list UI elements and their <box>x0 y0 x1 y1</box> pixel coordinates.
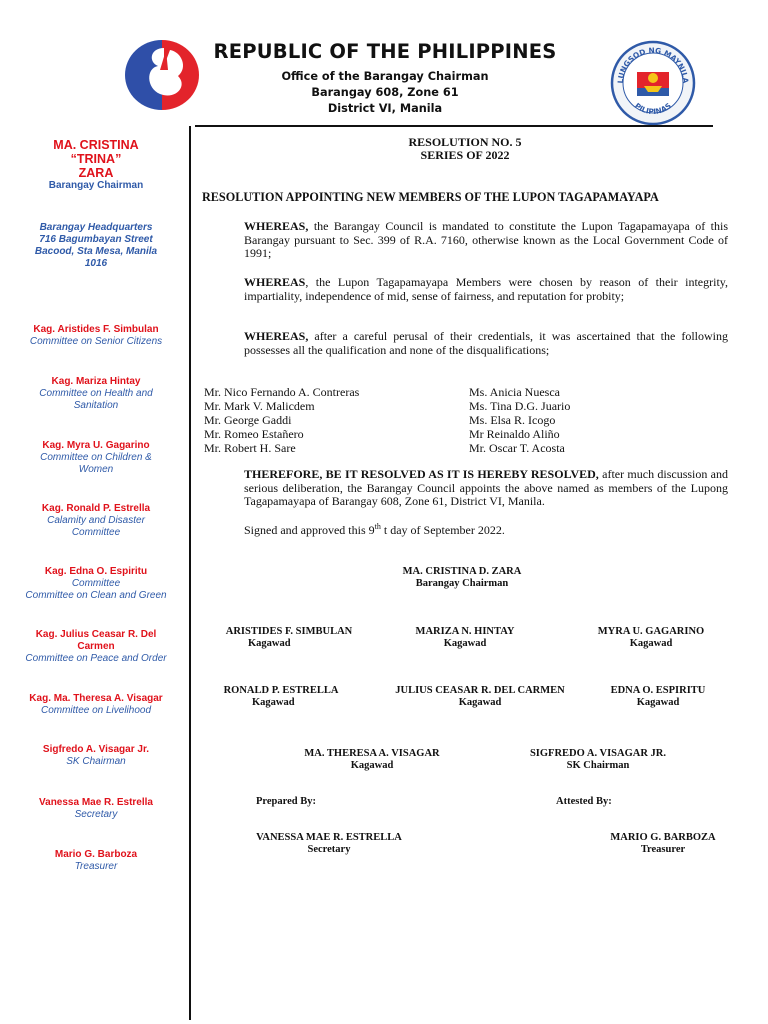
member-name: Kag. Julius Ceasar R. Del <box>35 629 157 640</box>
member-role: SK Chairman <box>66 756 126 767</box>
list-item: Ms. Anicia Nuesca <box>469 385 560 399</box>
member-role: Committee on Peace and Order <box>25 653 167 664</box>
list-item: Mr. Robert H. Sare <box>204 441 296 455</box>
whereas-3 <box>244 330 728 357</box>
signed-date-sup: th <box>374 522 381 531</box>
resolution-series: SERIES OF 2022 <box>420 148 510 162</box>
signatory-name: MARIO G. BARBOZA <box>610 832 716 843</box>
seal-text-bottom: PILIPINAS <box>633 101 673 117</box>
signed-date-post: t day of September 2022. <box>380 523 505 537</box>
signed-date-pre: Signed and approved this 9 <box>244 523 375 537</box>
list-item: Mr. Nico Fernando A. Contreras <box>204 385 360 399</box>
member-role: Committee on Children & <box>40 452 152 463</box>
header-barangay: Barangay 608, Zone 61 <box>311 86 459 99</box>
whereas-3-lead: WHEREAS, <box>244 329 309 343</box>
signatory-role: Kagawad <box>248 638 291 649</box>
sidebar-member <box>10 744 182 768</box>
signatory-role: SK Chairman <box>566 760 630 771</box>
signatory-role: Treasurer <box>640 844 686 855</box>
chairman-name-line2: “TRINA” <box>70 152 122 166</box>
member-name: Vanessa Mae R. Estrella <box>39 797 153 808</box>
member-name: Kag. Aristides F. Simbulan <box>33 324 159 335</box>
member-role: Committee on Livelihood <box>40 705 152 716</box>
address-line2: 716 Bagumbayan Street <box>39 234 153 245</box>
seal-text-top: LUNGSOD NG MAYNILA <box>615 45 691 84</box>
member-role: Committee on Senior Citizens <box>29 336 163 347</box>
signatory-name: MA. THERESA A. VISAGAR <box>304 748 440 759</box>
member-name: Kag. Myra U. Gagarino <box>42 440 150 451</box>
member-role: Committee on Health and <box>39 388 153 399</box>
sidebar-member <box>10 566 182 602</box>
signatory-name: SIGFREDO A. VISAGAR JR. <box>529 748 667 759</box>
member-role: Women <box>78 464 114 475</box>
signatory-prepared <box>236 832 422 856</box>
signatory-chairman <box>342 566 582 590</box>
resolved-paragraph <box>244 468 728 509</box>
signatory-role: Secretary <box>307 844 351 855</box>
sidebar-member <box>10 376 182 412</box>
member-name: Carmen <box>77 641 115 652</box>
member-role: Committee on Clean and Green <box>25 590 167 601</box>
sidebar-rule <box>189 126 191 1020</box>
member-role: Sanitation <box>73 400 119 411</box>
member-role: Treasurer <box>74 861 118 872</box>
whereas-2-lead: WHEREAS <box>244 275 306 289</box>
header-district: District VI, Manila <box>327 102 443 115</box>
member-role: Committee <box>71 527 121 538</box>
manila-seal <box>610 40 696 126</box>
member-name: Kag. Ronald P. Estrella <box>41 503 151 514</box>
whereas-1 <box>244 220 728 261</box>
list-item: Mr Reinaldo Aliño <box>469 427 560 441</box>
signatory-name: MARIZA N. HINTAY <box>415 626 515 637</box>
address-line4: 1016 <box>84 258 108 269</box>
member-role: Calamity and Disaster <box>47 515 145 526</box>
attested-by-label: Attested By: <box>556 796 612 807</box>
sidebar-chairman <box>10 138 182 192</box>
member-role: Committee <box>71 578 121 589</box>
address-line3: Bacood, Sta Mesa, Manila <box>34 246 158 257</box>
list-item: Mr. Mark V. Malicdem <box>204 399 315 413</box>
signatory <box>508 748 688 772</box>
signatory <box>282 748 462 772</box>
barangay-logo <box>118 36 208 114</box>
sidebar-address <box>10 222 182 270</box>
member-name: Kag. Ma. Theresa A. Visagar <box>29 693 163 704</box>
member-name: Kag. Mariza Hintay <box>51 376 141 387</box>
signatory-role: Kagawad <box>458 697 502 708</box>
member-name: Kag. Edna O. Espiritu <box>44 566 148 577</box>
resolved-text: after much discussion and serious deliberation, the Barangay Council appoints the above named as members of the Lupong Tagapamayapa of Barangay 608, Zone 61, District VI, Manila. <box>244 467 729 508</box>
whereas-1-text: the Barangay Council is mandated to constitute the Lupon Tagapamayapa of this Barangay pursuant to Sec. 399 of R.A. 7160, otherwise known as the Local Government Code of 1991; <box>244 219 728 260</box>
list-item: Mr. George Gaddi <box>204 413 292 427</box>
signatory <box>576 626 726 650</box>
sidebar-member <box>10 797 182 821</box>
chairman-name-line3: ZARA <box>78 166 114 180</box>
sidebar-member <box>10 503 182 539</box>
whereas-3-text: after a careful perusal of their credentials, it was ascertained that the following possesses all the qualification and none of the disqualifications; <box>244 329 728 357</box>
member-name: Mario G. Barboza <box>54 849 138 860</box>
chairman-name-line1: MA. CRISTINA <box>53 138 139 152</box>
signatory <box>200 626 378 650</box>
signatory-role: Kagawad <box>350 760 394 771</box>
resolution-title: RESOLUTION APPOINTING NEW MEMBERS OF THE LUPON TAGAPAMAYAPA <box>202 190 659 204</box>
signatory-role: Kagawad <box>636 697 680 708</box>
member-role: Secretary <box>74 809 118 820</box>
resolved-lead: THEREFORE, BE IT RESOLVED AS IT IS HEREBY RESOLVED, <box>244 467 599 481</box>
chairman-title: Barangay Chairman <box>48 180 144 191</box>
resolution-number: RESOLUTION NO. 5 <box>408 135 522 149</box>
signatory-name: JULIUS CEASAR R. DEL CARMEN <box>395 685 565 696</box>
signatory-name: MA. CRISTINA D. ZARA <box>402 566 522 577</box>
sidebar-member <box>10 440 182 476</box>
header-title: REPUBLIC OF THE PHILIPPINES <box>213 40 557 63</box>
address-line1: Barangay Headquarters <box>39 222 153 233</box>
signatory-name: MYRA U. GAGARINO <box>597 626 705 637</box>
signed-date <box>244 522 728 538</box>
sidebar-member <box>10 849 182 873</box>
sidebar-member <box>10 693 182 717</box>
list-item: Ms. Elsa R. Icogo <box>469 413 556 427</box>
list-item: Mr. Romeo Estañero <box>204 427 304 441</box>
list-item: Ms. Tina D.G. Juario <box>469 399 571 413</box>
header-rule <box>195 125 713 127</box>
members-list-right <box>469 385 669 455</box>
signatory <box>200 685 362 709</box>
prepared-by-label: Prepared By: <box>256 796 316 807</box>
header-office: Office of the Barangay Chairman <box>281 70 489 83</box>
whereas-2-text: , the Lupon Tagapamayapa Members were chosen by reason of their integrity, impartiality, independence of mid, sense of fairness, and reputation for probity; <box>244 275 728 303</box>
signatory <box>390 626 540 650</box>
sidebar-member <box>10 324 182 348</box>
signatory-role: Kagawad <box>252 697 295 708</box>
sidebar-member <box>10 629 182 665</box>
signatory-role: Kagawad <box>629 638 673 649</box>
list-item: Mr. Oscar T. Acosta <box>469 441 565 455</box>
signatory-name: RONALD P. ESTRELLA <box>223 685 339 696</box>
signatory-name: EDNA O. ESPIRITU <box>610 685 706 696</box>
signatory-role: Kagawad <box>443 638 487 649</box>
signatory-name: ARISTIDES F. SIMBULAN <box>225 626 353 637</box>
signatory-attested <box>600 832 726 856</box>
signatory <box>378 685 582 709</box>
signatory-name: VANESSA MAE R. ESTRELLA <box>256 832 402 843</box>
whereas-2 <box>244 276 728 303</box>
members-list-left <box>204 385 444 455</box>
member-name: Sigfredo A. Visagar Jr. <box>42 744 150 755</box>
whereas-1-lead: WHEREAS, <box>244 219 309 233</box>
signatory <box>590 685 726 709</box>
signatory-role: Barangay Chairman <box>415 578 509 589</box>
